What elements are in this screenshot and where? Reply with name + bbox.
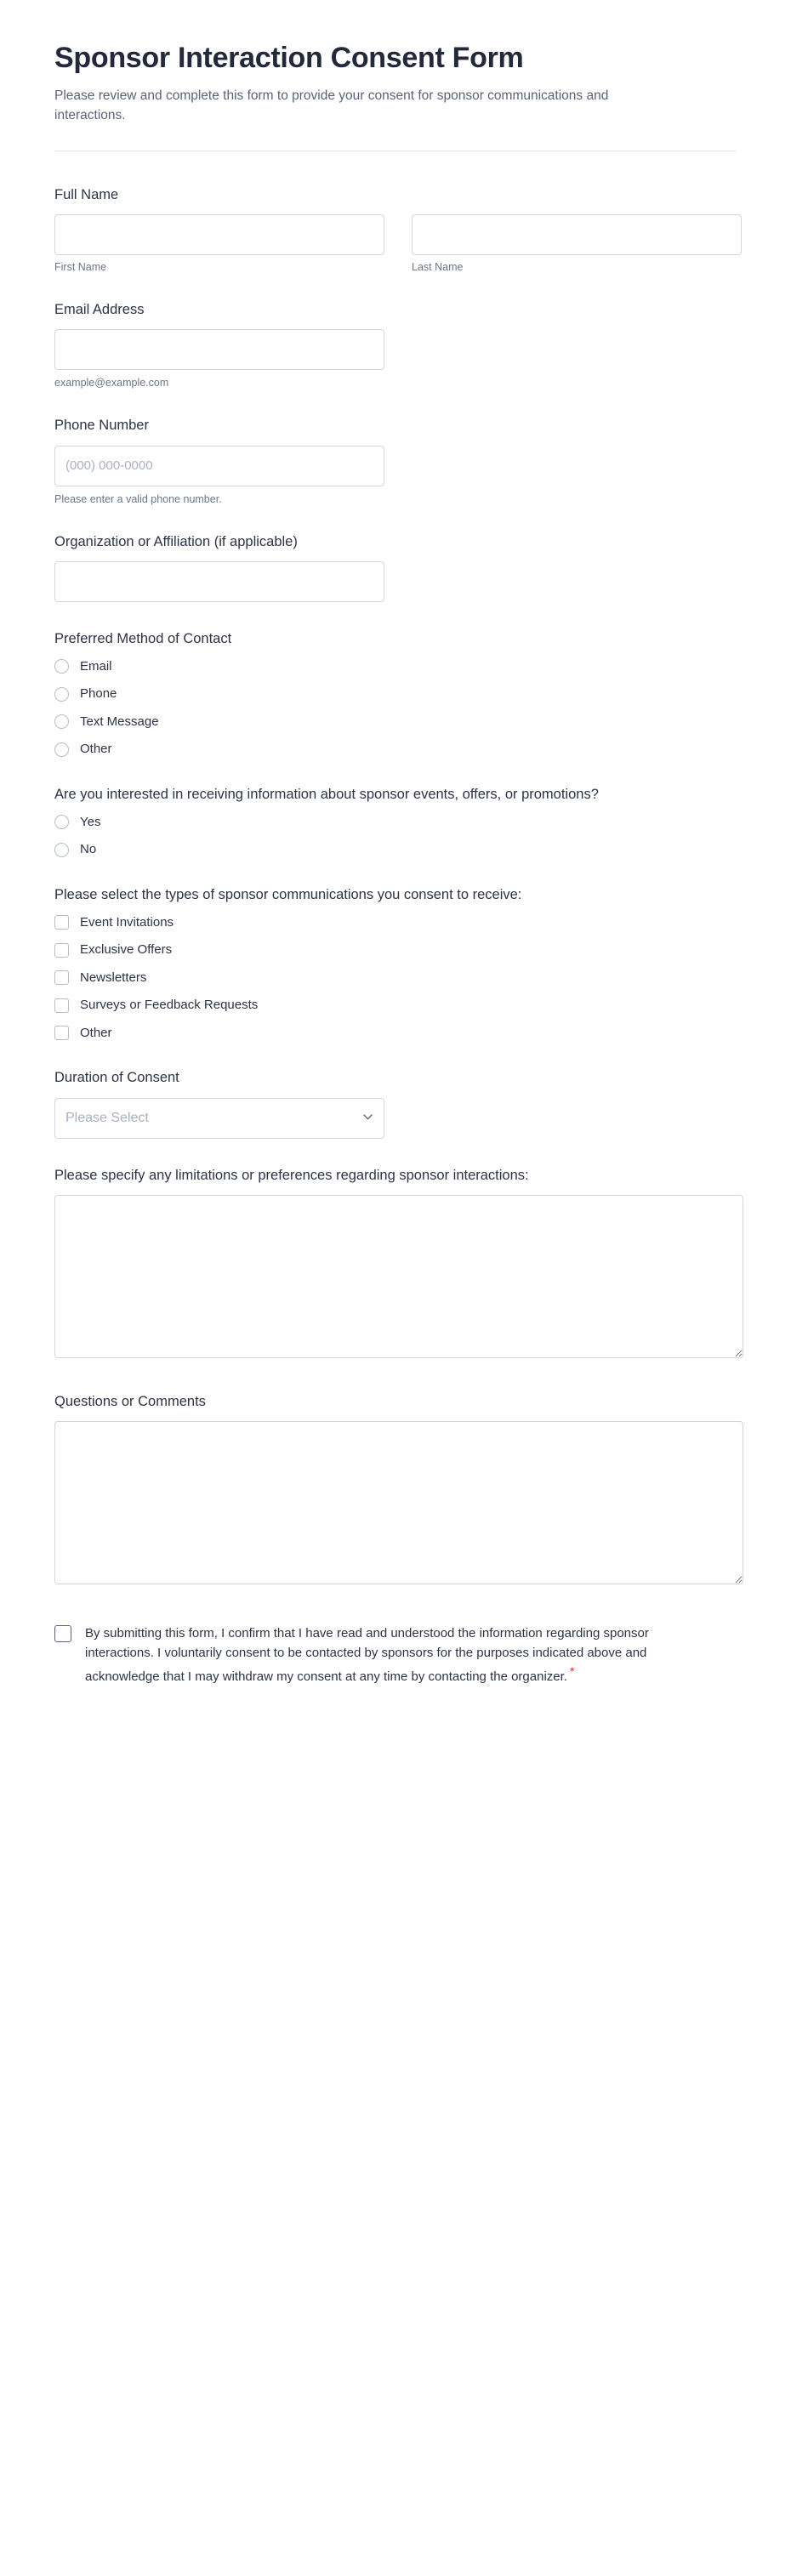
checkbox-option-exclusive-offers[interactable] bbox=[54, 941, 737, 958]
option-label: Text Message bbox=[80, 714, 159, 729]
radio-option-yes[interactable] bbox=[54, 814, 737, 831]
field-communication-types bbox=[54, 885, 737, 1042]
option-label: Email bbox=[80, 658, 112, 674]
checkbox-option-surveys[interactable] bbox=[54, 997, 737, 1014]
limitations-textarea[interactable] bbox=[54, 1195, 743, 1358]
checkbox-option-other[interactable] bbox=[54, 1025, 737, 1042]
checkbox-icon[interactable] bbox=[54, 943, 69, 958]
phone-input[interactable] bbox=[54, 446, 384, 486]
option-label: Event Invitations bbox=[80, 914, 174, 930]
field-email bbox=[54, 300, 737, 389]
interested-options bbox=[54, 814, 737, 858]
radio-icon[interactable] bbox=[54, 659, 69, 674]
field-full-name bbox=[54, 185, 737, 273]
checkbox-icon[interactable] bbox=[54, 970, 69, 985]
interested-label: Are you interested in receiving information about sponsor events, offers, or promotions? bbox=[54, 786, 599, 802]
limitations-label: Please specify any limitations or preferences regarding sponsor interactions: bbox=[54, 1167, 529, 1183]
radio-option-email[interactable] bbox=[54, 658, 737, 675]
radio-option-other[interactable] bbox=[54, 741, 737, 758]
page-subtitle: Please review and complete this form to provide your consent for sponsor communications and interactions. bbox=[54, 88, 609, 123]
preferred-contact-label: Preferred Method of Contact bbox=[54, 630, 232, 646]
radio-icon[interactable] bbox=[54, 714, 69, 729]
duration-label: Duration of Consent bbox=[54, 1070, 179, 1086]
phone-label: Phone Number bbox=[54, 418, 149, 434]
last-name-col bbox=[412, 214, 742, 273]
option-label: Exclusive Offers bbox=[80, 942, 173, 958]
option-label: No bbox=[80, 842, 97, 857]
first-name-col bbox=[54, 214, 384, 273]
checkbox-icon[interactable] bbox=[54, 915, 69, 930]
full-name-row bbox=[54, 214, 737, 273]
last-name-sublabel: Last Name bbox=[412, 261, 464, 274]
consent-checkbox-icon[interactable] bbox=[54, 1625, 71, 1642]
field-limitations bbox=[54, 1166, 737, 1358]
option-label: Newsletters bbox=[80, 970, 147, 985]
option-label: Yes bbox=[80, 814, 101, 829]
email-hint: example@example.com bbox=[54, 377, 169, 390]
field-preferred-contact bbox=[54, 629, 737, 758]
phone-hint: Please enter a valid phone number. bbox=[54, 492, 222, 505]
radio-option-phone[interactable] bbox=[54, 685, 737, 702]
page-title: Sponsor Interaction Consent Form bbox=[54, 42, 524, 74]
duration-select[interactable] bbox=[54, 1098, 384, 1139]
first-name-input[interactable] bbox=[54, 214, 384, 255]
organization-label: Organization or Affiliation (if applicable) bbox=[54, 533, 298, 549]
option-label: Surveys or Feedback Requests bbox=[80, 998, 259, 1013]
radio-icon[interactable] bbox=[54, 742, 69, 757]
field-interested bbox=[54, 785, 737, 858]
radio-option-text-message[interactable] bbox=[54, 714, 737, 731]
duration-select-wrap bbox=[54, 1098, 384, 1139]
consent-statement: By submitting this form, I confirm that I have read and understood the information regarding sponsor interactions. I voluntarily consent to be contacted by sponsors for the purposes indicated above and acknowledge that I may withdraw my consent at any time by contacting the organizer. bbox=[85, 1625, 649, 1685]
field-organization bbox=[54, 532, 737, 602]
radio-icon[interactable] bbox=[54, 687, 69, 702]
consent-agreement[interactable] bbox=[54, 1624, 701, 1687]
option-label: Other bbox=[80, 742, 112, 757]
radio-option-no[interactable] bbox=[54, 841, 737, 858]
preferred-contact-options bbox=[54, 658, 737, 758]
checkbox-option-newsletters[interactable] bbox=[54, 970, 737, 987]
field-duration bbox=[54, 1068, 737, 1138]
field-phone bbox=[54, 416, 737, 504]
full-name-label: Full Name bbox=[54, 187, 119, 203]
spacer bbox=[54, 1385, 737, 1392]
required-marker: * bbox=[569, 1664, 575, 1679]
radio-icon[interactable] bbox=[54, 843, 69, 857]
checkbox-icon[interactable] bbox=[54, 1026, 69, 1040]
option-label: Other bbox=[80, 1025, 112, 1040]
option-label: Phone bbox=[80, 686, 117, 702]
email-label: Email Address bbox=[54, 302, 145, 318]
communication-types-label: Please select the types of sponsor communications you consent to receive: bbox=[54, 886, 522, 902]
organization-input[interactable] bbox=[54, 561, 384, 602]
last-name-input[interactable] bbox=[412, 214, 742, 255]
communication-types-options bbox=[54, 914, 737, 1042]
first-name-sublabel: First Name bbox=[54, 261, 107, 274]
questions-label: Questions or Comments bbox=[54, 1393, 206, 1409]
email-field[interactable] bbox=[54, 329, 384, 370]
checkbox-icon[interactable] bbox=[54, 998, 69, 1013]
field-questions bbox=[54, 1392, 737, 1584]
checkbox-option-event-invitations[interactable] bbox=[54, 914, 737, 931]
questions-textarea[interactable] bbox=[54, 1421, 743, 1584]
consent-text-wrap bbox=[85, 1624, 701, 1687]
radio-icon[interactable] bbox=[54, 815, 69, 829]
